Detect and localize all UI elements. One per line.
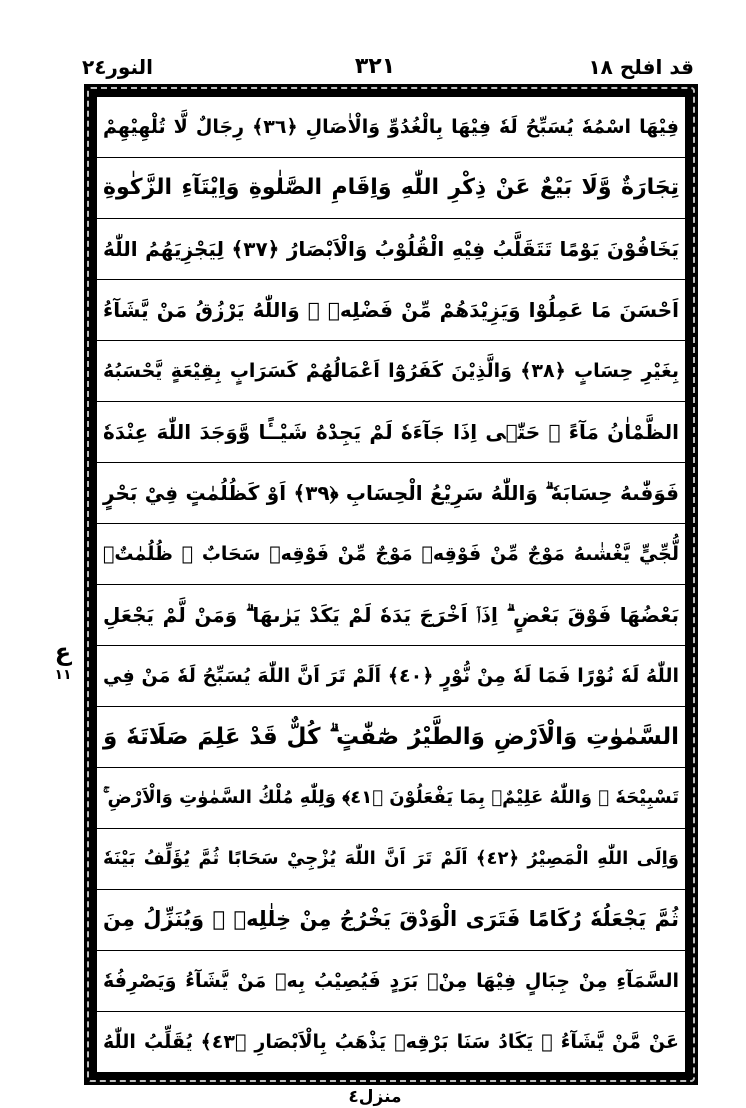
- text-line: [97, 585, 685, 646]
- text-line: [97, 890, 685, 951]
- text-line: [97, 158, 685, 219]
- text-line: [97, 524, 685, 585]
- line-text: فَوَفّٰىهُ حِسَابَهٗ ۗ وَاللّٰهُ سَرِيْعُ الْحِسَابِ ﴿٣٩﴾ اَوْ كَظُلُمٰتٍ فِيْ بَحْرٍ: [103, 481, 679, 505]
- line-text: السَّمَآءِ مِنْ جِبَالٍ فِيْهَا مِنْۢ بَرَدٍ فَيُصِيْبُ بِهٖ مَنْ يَّشَآءُ وَيَصْرِفُهٗ: [103, 969, 679, 992]
- ruku-count: ١١: [54, 667, 72, 683]
- text-line: [97, 646, 685, 707]
- ruku-symbol: ع: [54, 638, 72, 666]
- line-text: فِيْهَا اسْمُهٗ يُسَبِّحُ لَهٗ فِيْهَا بِالْغُدُوِّ وَالْاٰصَالِ ﴿٣٦﴾ رِجَالٌ لَّا تُلْهِيْهِمْ: [103, 115, 679, 138]
- text-lines: [97, 97, 685, 1072]
- ornamental-border-frame: [84, 84, 698, 1085]
- line-text: اللّٰهُ لَهٗ نُوْرًا فَمَا لَهٗ مِنْ نُّوْرٍ ﴿٤٠﴾ اَلَمْ تَرَ اَنَّ اللّٰهَ يُسَبِّحُ لَهٗ مَنْ فِي: [103, 664, 679, 687]
- text-line: [97, 402, 685, 463]
- text-line: [97, 707, 685, 768]
- text-line: [97, 97, 685, 158]
- text-line: [97, 1012, 685, 1072]
- text-line: [97, 463, 685, 524]
- line-text: الظَّمْاٰنُ مَآءً ۗ حَتّٰۤى اِذَا جَآءَهٗ لَمْ يَجِدْهُ شَيْــًٔا وَّوَجَدَ اللّٰهَ عِنْدَهٗ: [103, 420, 679, 444]
- line-text: السَّمٰوٰتِ وَالْاَرْضِ وَالطَّيْرُ صٰٓفّٰتٍ ۗ كُلٌّ قَدْ عَلِمَ صَلَاتَهٗ وَ: [103, 723, 679, 750]
- manzil-footer: منزل٤: [348, 1087, 402, 1107]
- text-line: [97, 280, 685, 341]
- surah-header: النور٢٤: [82, 55, 154, 79]
- text-line: [97, 219, 685, 280]
- line-text: تَسْبِيْحَهٗ ۗ وَاللّٰهُ عَلِيْمٌۢ بِمَا يَفْعَلُوْنَ ﴿٤١﴾ وَلِلّٰهِ مُلْكُ السَّمٰوٰتِ وَالْاَرْضِ ۚ: [103, 787, 679, 809]
- text-area: [95, 95, 687, 1074]
- line-text: يَخَافُوْنَ يَوْمًا تَتَقَلَّبُ فِيْهِ الْقُلُوْبُ وَالْاَبْصَارُ ﴿٣٧﴾ لِيَجْزِيَهُمُ اللّٰهُ: [103, 237, 679, 261]
- text-line: [97, 951, 685, 1012]
- line-text: لُّجِّيٍّ يَّغْشٰىهُ مَوْجٌ مِّنْ فَوْقِهٖ مَوْجٌ مِّنْ فَوْقِهٖ سَحَابٌ ۗ ظُلُمٰتٌۢ: [103, 542, 679, 565]
- text-line: [97, 341, 685, 402]
- page-number: ٣٢١: [354, 54, 396, 79]
- line-text: تِجَارَةٌ وَّلَا بَيْعٌ عَنْ ذِكْرِ اللّٰهِ وَاِقَامِ الصَّلٰوةِ وَاِيْتَآءِ الزَّكٰوةِ: [103, 174, 679, 200]
- line-text: بِغَيْرِ حِسَابٍ ﴿٣٨﴾ وَالَّذِيْنَ كَفَرُوْٓا اَعْمَالُهُمْ كَسَرَابٍ بِقِيْعَةٍ يَّحْسَبُهُ: [103, 359, 679, 382]
- text-line: [97, 829, 685, 890]
- line-text: بَعْضُهَا فَوْقَ بَعْضٍ ۗ اِذَاۤ اَخْرَجَ يَدَهٗ لَمْ يَكَدْ يَرٰىهَا ۗ وَمَنْ لَّمْ يَجْعَلِ: [103, 603, 679, 627]
- line-text: ثُمَّ يَجْعَلُهٗ رُكَامًا فَتَرَى الْوَدْقَ يَخْرُجُ مِنْ خِلٰلِهٖ ۚ وَيُنَزِّلُ مِنَ: [103, 907, 679, 932]
- line-text: اَحْسَنَ مَا عَمِلُوْا وَيَزِيْدَهُمْ مِّنْ فَضْلِهٖ ۗ وَاللّٰهُ يَرْزُقُ مَنْ يَّشَآءُ: [103, 298, 679, 322]
- text-line: [97, 768, 685, 829]
- ruku-marker: [48, 640, 78, 682]
- line-text: عَنْ مَّنْ يَّشَآءُ ۗ يَكَادُ سَنَا بَرْقِهٖ يَذْهَبُ بِالْاَبْصَارِ ﴿٤٣﴾ يُقَلِّبُ اللّٰهُ: [103, 1030, 680, 1053]
- juz-header: قد افلح ١٨: [588, 55, 694, 79]
- line-text: وَاِلَى اللّٰهِ الْمَصِيْرُ ﴿٤٢﴾ اَلَمْ تَرَ اَنَّ اللّٰهَ يُزْجِيْ سَحَابًا ثُمَّ يُؤَلِّفُ بَيْنَهٗ: [103, 848, 679, 870]
